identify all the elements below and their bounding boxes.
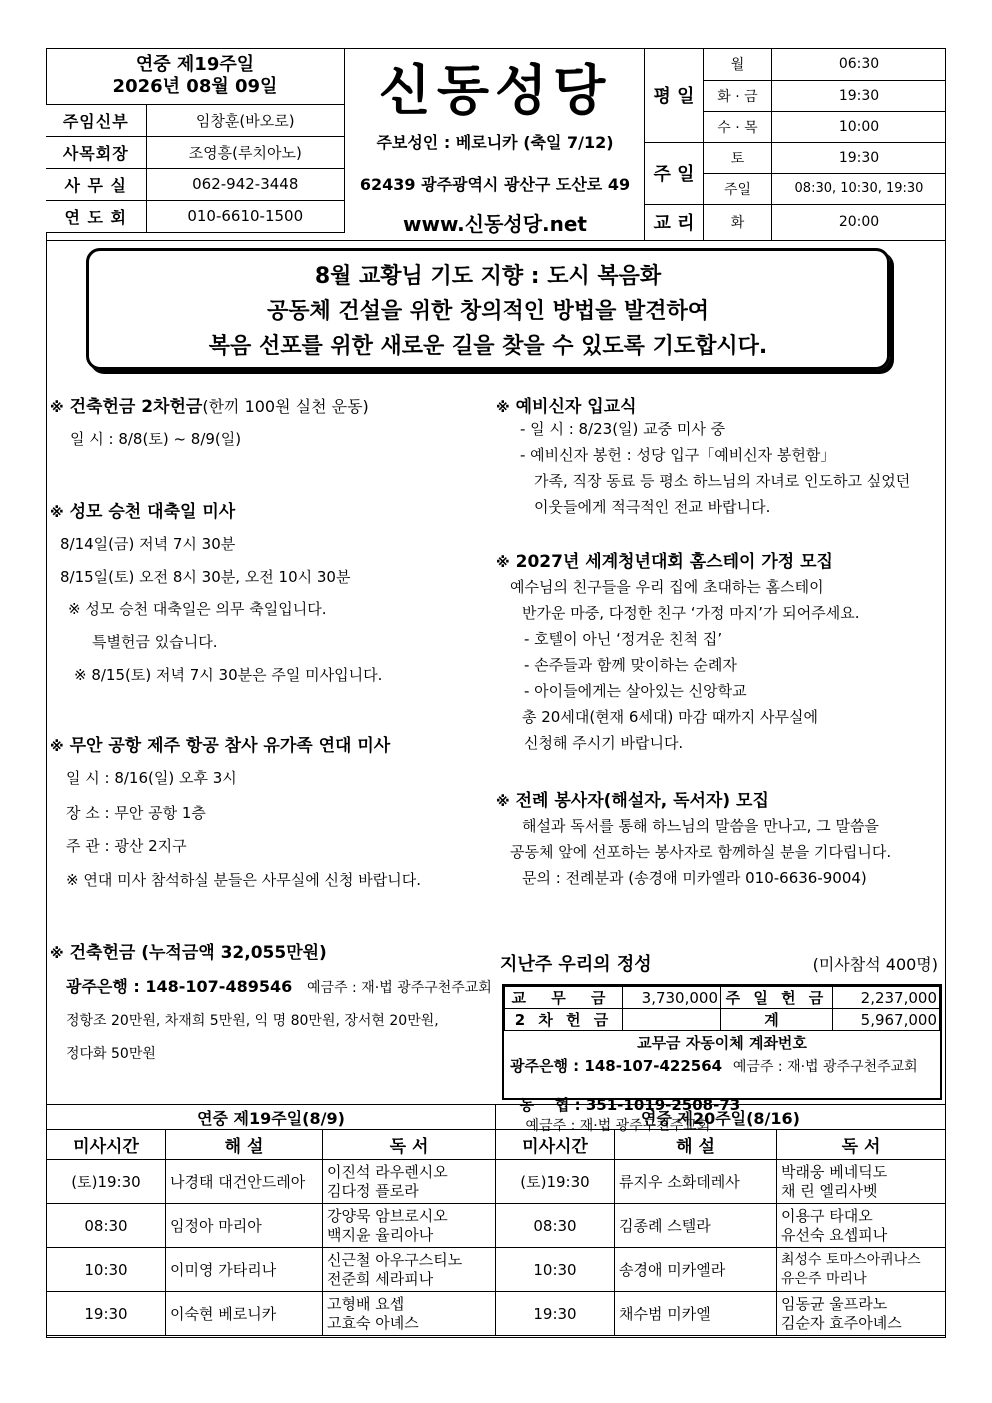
- offering-value: 5,967,000: [833, 1009, 940, 1031]
- section-title-text: 2027년 세계청년대회 홈스테이 가정 모집: [515, 552, 833, 572]
- reader-cell: [777, 1292, 946, 1336]
- section-note: (한끼 100원 실천 운동): [202, 397, 369, 416]
- offering-table: [504, 986, 940, 1031]
- col-header-commentator: 해 설: [615, 1130, 777, 1160]
- commentator-cell: 김종례 스텔라: [615, 1204, 777, 1248]
- mass-time-cell: (토)19:30: [496, 1160, 615, 1204]
- offering-key: 2 차 헌 금: [505, 1009, 623, 1031]
- auto-transfer-holder: 예금주 : 재·법 광주구천주교회: [732, 1059, 918, 1075]
- mass-time: 06:30: [772, 48, 947, 80]
- info-label: 연 도 회: [46, 200, 146, 232]
- info-label: 사 무 실: [46, 168, 146, 200]
- text-line: - 아이들에게는 살아있는 신앙학교: [524, 682, 747, 700]
- mass-time-cell: 08:30: [496, 1204, 615, 1248]
- info-value: 062-942-3448: [146, 168, 345, 200]
- mass-day: 월: [704, 48, 772, 80]
- reader-name: 김순자 효주아녜스: [781, 1313, 902, 1332]
- text-line: 주 관 : 광산 2지구: [66, 837, 187, 855]
- mass-day: 토: [704, 142, 772, 173]
- table-row: [47, 1292, 946, 1336]
- church-website[interactable]: www.신동성당.net: [403, 212, 587, 236]
- reference-mark-icon: ※: [50, 505, 64, 521]
- mass-time-cell: (토)19:30: [47, 1160, 166, 1204]
- mass-time: 08:30, 10:30, 19:30: [772, 173, 947, 204]
- section-title: [50, 392, 369, 417]
- reader-name: 박래웅 베네딕도: [781, 1162, 888, 1181]
- mass-time-cell: 10:30: [47, 1248, 166, 1292]
- info-value: 010-6610-1500: [146, 200, 345, 232]
- reader-cell: [777, 1248, 946, 1292]
- offering-value: 3,730,000: [623, 987, 721, 1009]
- mass-time-cell: 10:30: [496, 1248, 615, 1292]
- reader-name: 고형배 요셉: [327, 1294, 405, 1313]
- offering-title: 지난주 우리의 정성: [500, 954, 652, 975]
- mass-time: 20:00: [772, 204, 947, 240]
- reference-mark-icon: ※: [50, 946, 64, 962]
- text-line: - 일 시 : 8/23(일) 교중 미사 중: [520, 420, 726, 438]
- text-line: 해설과 독서를 통해 하느님의 말씀을 만나고, 그 말씀을: [522, 817, 879, 835]
- text-line: 8/15일(토) 오전 8시 30분, 오전 10시 30분: [60, 568, 351, 586]
- commentator-cell: 이미영 가타리나: [166, 1248, 323, 1292]
- offering-value: 2,237,000: [833, 987, 940, 1009]
- mass-times-table: [644, 48, 946, 241]
- auto-transfer-bank: 광주은행 : 148-107-422564: [510, 1057, 723, 1075]
- reader-name: 유은주 마리나: [781, 1270, 867, 1287]
- attendance-count: (미사참석 400명): [812, 955, 938, 974]
- text-line: 특별헌금 있습니다.: [92, 633, 218, 651]
- mass-time: 10:00: [772, 111, 947, 142]
- reader-name: 채 린 엘리사벳: [781, 1181, 878, 1200]
- reference-mark-icon: ※: [50, 400, 64, 416]
- reader-cell: [323, 1248, 496, 1292]
- reader-name: 전준희 세라피나: [327, 1269, 434, 1288]
- info-value: 조영흥(루치아노): [146, 136, 345, 168]
- section-title-text: 건축헌금 (누적금액 32,055만원): [69, 943, 327, 963]
- header-date-cell: [46, 48, 345, 104]
- prayer-intention-box: [86, 248, 890, 370]
- text-line: ※ 성모 승천 대축일은 의무 축일입니다.: [68, 600, 327, 618]
- offering-key: 주 일 헌 금: [721, 987, 833, 1009]
- text-line: 공동체 앞에 선포하는 봉사자로 함께하실 분을 기다립니다.: [510, 843, 892, 861]
- section-title-text: 전례 봉사자(해설자, 독서자) 모집: [515, 791, 769, 811]
- patron-saint: 주보성인 : 베로니카 (축일 7/12): [376, 133, 614, 152]
- section-title: [496, 547, 833, 572]
- reader-cell: [777, 1204, 946, 1248]
- header-info-table: [46, 48, 345, 233]
- commentator-cell: 류지우 소화데레사: [615, 1160, 777, 1204]
- week-title: 연중 제19주일: [135, 53, 255, 75]
- prayer-line: 복음 선포를 위한 새로운 길을 찾을 수 있도록 기도합시다.: [208, 334, 768, 359]
- auto-transfer-bank: 농 협 : 351-1019-2508-73: [519, 1096, 741, 1114]
- section-title-text: 무안 공항 제주 항공 참사 유가족 연대 미사: [69, 736, 391, 756]
- reader-cell: [323, 1160, 496, 1204]
- mass-time-cell: 19:30: [47, 1292, 166, 1336]
- church-title: 신동성당: [378, 59, 612, 122]
- account-holder: 예금주 : 재·법 광주구천주교회: [307, 980, 492, 996]
- catechism-label: 교 리: [645, 204, 704, 240]
- text-line: ※ 연대 미사 참석하실 분들은 사무실에 신청 바랍니다.: [66, 871, 422, 889]
- text-line: ※ 8/15(토) 저녁 7시 30분은 주일 미사입니다.: [74, 666, 383, 684]
- section-title: [50, 497, 235, 522]
- reader-cell: [777, 1160, 946, 1204]
- ministry-schedule-table: [46, 1104, 946, 1336]
- reader-name: 임동균 울프라노: [781, 1294, 888, 1313]
- offering-key: 교 무 금: [505, 987, 623, 1009]
- section-title-text: 예비신자 입교식: [515, 397, 637, 417]
- commentator-cell: 송경애 미카엘라: [615, 1248, 777, 1292]
- reader-name: 신근철 아우구스티노: [327, 1250, 463, 1269]
- text-line: 총 20세대(현재 6세대) 마감 때까지 사무실에: [522, 708, 819, 726]
- mass-day: 화: [704, 204, 772, 240]
- col-header-time: 미사시간: [496, 1130, 615, 1160]
- info-label: 주임신부: [46, 104, 146, 136]
- text-line: 8/14일(금) 저녁 7시 30분: [60, 535, 236, 553]
- text-line: 반가운 마중, 다정한 친구 ‘가정 마지’가 되어주세요.: [522, 604, 860, 622]
- text-line: 일 시 : 8/16(일) 오후 3시: [66, 769, 237, 787]
- donor-line: 정다화 50만원: [66, 1046, 156, 1062]
- bank-account: 광주은행 : 148-107-489546: [66, 977, 293, 996]
- mass-time-cell: 08:30: [47, 1204, 166, 1248]
- offering-key: 계: [721, 1009, 833, 1031]
- mass-time: 19:30: [772, 142, 947, 173]
- col-header-commentator: 해 설: [166, 1130, 323, 1160]
- reader-name: 이진석 라우렌시오: [327, 1162, 448, 1181]
- reference-mark-icon: ※: [496, 400, 510, 416]
- text-line: 장 소 : 무안 공항 1층: [66, 804, 206, 822]
- prayer-line: 공동체 건설을 위한 창의적인 방법을 발견하여: [266, 299, 710, 324]
- week-header: 연중 제19주일(8/9): [47, 1105, 496, 1130]
- text-line: - 손주들과 함께 맞이하는 순례자: [524, 656, 737, 674]
- col-header-time: 미사시간: [47, 1130, 166, 1160]
- info-label: 사목회장: [46, 136, 146, 168]
- reader-cell: [323, 1292, 496, 1336]
- reader-name: 유선숙 요셉피나: [781, 1225, 888, 1244]
- mass-day: 주일: [704, 173, 772, 204]
- info-value: 임창훈(바오로): [146, 104, 345, 136]
- table-row: [47, 1160, 946, 1204]
- reference-mark-icon: ※: [50, 739, 64, 755]
- col-header-reader: 독 서: [777, 1130, 946, 1160]
- church-address: 62439 광주광역시 광산구 도산로 49: [359, 175, 631, 194]
- section-title: [50, 938, 327, 963]
- reader-name: 최성수 토마스아퀴나스: [781, 1251, 921, 1268]
- text-line: 이웃들에게 적극적인 전교 바랍니다.: [534, 498, 771, 516]
- commentator-cell: 임정아 마리아: [166, 1204, 323, 1248]
- text-line: 일 시 : 8/8(토) ~ 8/9(일): [70, 430, 242, 448]
- section-title: [496, 786, 769, 811]
- weekday-label: 평 일: [645, 48, 704, 142]
- section-title: [496, 392, 637, 417]
- mass-day: 수 · 목: [704, 111, 772, 142]
- reference-mark-icon: ※: [496, 555, 510, 571]
- reader-name: 이용구 타대오: [781, 1206, 873, 1225]
- mass-time-cell: 19:30: [496, 1292, 615, 1336]
- reader-name: 고효숙 아녜스: [327, 1313, 419, 1332]
- week-header: 연중 제20주일(8/16): [496, 1105, 946, 1130]
- table-row: [47, 1204, 946, 1248]
- reader-name: 백지윤 율리아나: [327, 1225, 434, 1244]
- auto-transfer-holder: 예금주 : 재·법 광주구천주교회: [525, 1118, 711, 1134]
- commentator-cell: 채수범 미카엘: [615, 1292, 777, 1336]
- week-date: 2026년 08월 09일: [112, 75, 278, 97]
- text-line: 예수님의 친구들을 우리 집에 초대하는 홈스테이: [510, 578, 824, 596]
- table-row: [47, 1248, 946, 1292]
- text-line: - 예비신자 봉헌 : 성당 입구「예비신자 봉헌함」: [520, 446, 836, 464]
- col-header-reader: 독 서: [323, 1130, 496, 1160]
- offering-value: [623, 1009, 721, 1031]
- auto-transfer-line: [510, 1055, 918, 1076]
- sunday-label: 주 일: [645, 142, 704, 204]
- text-line: - 호텔이 아닌 ‘정겨운 친척 집’: [524, 630, 723, 648]
- commentator-cell: 이숙현 베로니카: [166, 1292, 323, 1336]
- text-line: 가족, 직장 동료 등 평소 하느님의 자녀로 인도하고 싶었던: [534, 472, 911, 490]
- prayer-line: 8월 교황님 기도 지향 : 도시 복음화: [314, 264, 662, 289]
- section-title-text: 성모 승천 대축일 미사: [69, 502, 236, 522]
- donor-line: 정항조 20만원, 차재희 5만원, 익 명 80만원, 장서현 20만원,: [66, 1013, 439, 1029]
- reference-mark-icon: ※: [496, 794, 510, 810]
- mass-day: 화 · 금: [704, 80, 772, 111]
- commentator-cell: 나경태 대건안드레아: [166, 1160, 323, 1204]
- bank-account-line: [66, 974, 492, 997]
- reader-name: 김다정 플로라: [327, 1181, 419, 1200]
- reader-name: 강양묵 암브로시오: [327, 1206, 448, 1225]
- reader-cell: [323, 1204, 496, 1248]
- mass-time: 19:30: [772, 80, 947, 111]
- text-line: 신청해 주시기 바랍니다.: [524, 734, 684, 752]
- auto-transfer-title: 교무금 자동이체 계좌번호: [637, 1034, 807, 1052]
- section-title-text: 건축헌금 2차헌금: [69, 397, 203, 417]
- section-title: [50, 731, 390, 756]
- text-line: 문의 : 전례분과 (송경애 미카엘라 010-6636-9004): [522, 869, 867, 887]
